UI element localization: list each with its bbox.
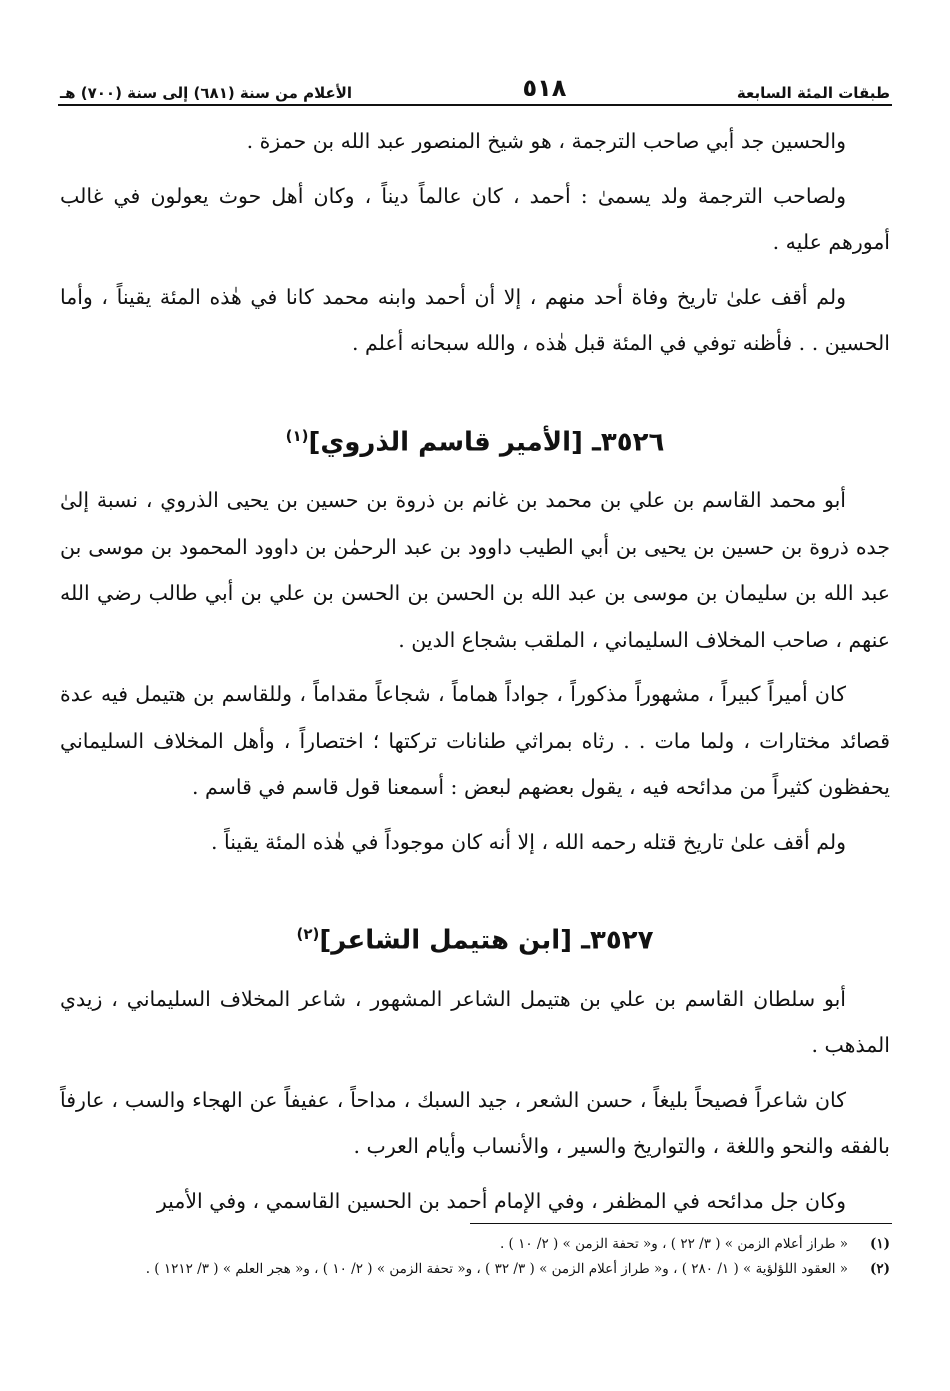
header-section-title: طبقات المئة السابعة bbox=[736, 84, 890, 102]
footnote bbox=[60, 1232, 890, 1257]
footnote-divider bbox=[470, 1223, 892, 1224]
paragraph: وكان جل مدائحه في المظفر ، وفي الإمام أحمد بن الحسين القاسمي ، وفي الأمير bbox=[156, 1188, 846, 1213]
paragraph: ولصاحب الترجمة ولد يسمىٰ : أحمد ، كان عالماً ديناً ، وكان أهل حوث يعولون في غالب أمورهم عليه . bbox=[60, 183, 890, 254]
footnote-number: (١) bbox=[869, 1236, 890, 1252]
footnotes bbox=[60, 1232, 890, 1282]
entry-title: ٣٥٢٦ـ [الأمير قاسم الذروي] bbox=[308, 427, 665, 458]
page-number: ٥١٨ bbox=[522, 74, 567, 102]
footnote-ref: (٢) bbox=[296, 925, 320, 944]
paragraph: أبو سلطان القاسم بن علي بن هتيمل الشاعر المشهور ، شاعر المخلاف السليماني ، زيدي المذهب . bbox=[60, 986, 890, 1058]
spacer bbox=[60, 873, 890, 909]
footnote-ref: (١) bbox=[285, 426, 309, 445]
entry-title: ٣٥٢٧ـ [ابن هتيمل الشاعر] bbox=[319, 925, 654, 956]
footnote-number: (٢) bbox=[869, 1261, 890, 1277]
footnote bbox=[60, 1257, 890, 1282]
paragraph: ولم أقف علىٰ تاريخ وفاة أحد منهم ، إلا أن أحمد وابنه محمد كانا في هٰذه المئة يقيناً ، وأما الحسين . . فأظنه توفي في المئة قبل هٰذه ، والله سبحانه أعلم . bbox=[60, 284, 890, 355]
running-header bbox=[60, 70, 890, 102]
paragraph: والحسين جد أبي صاحب الترجمة ، هو شيخ المنصور عبد الله بن حمزة . bbox=[246, 129, 846, 153]
footnote-text: « طراز أعلام الزمن » ( ٣/ ٢٢ ) ، و« تحفة الزمن » ( ٢/ ١٠ ) . bbox=[499, 1236, 848, 1252]
paragraph: أبو محمد القاسم بن علي بن محمد بن غانم بن ذروة بن حسين بن يحيى الذروي ، نسبة إلىٰ جده ذروة بن حسين بن يحيى بن أبي الطيب داوود بن عبد الرحمٰن بن داوود المحمود بن موسى بن عبد الله بن سليمان بن موسى بن عبد الله بن الحسن بن الحسن بن علي بن أبي طالب رضي الله عنهم ، صاحب المخلاف السليماني ، الملقب بشجاع الدين . bbox=[60, 488, 890, 652]
entry-heading bbox=[60, 411, 890, 468]
paragraph: كان أميراً كبيراً ، مشهوراً مذكوراً ، جواداً هماماً ، شجاعاً مقداماً ، وللقاسم بن هتيمل فيه عدة قصائد مختارات ، ولما مات . . رثاه بمراثي طنانات تركتها ؛ اختصاراً ، وأهل المخلاف السليماني يحفظون كثيراً من مدائحه فيه ، يقول بعضهم لبعض : أسمعنا قول قاسم في قاسم . bbox=[60, 682, 890, 800]
paragraph: ولم أقف علىٰ تاريخ قتله رحمه الله ، إلا أنه كان موجوداً في هٰذه المئة يقيناً . bbox=[210, 829, 846, 854]
spacer bbox=[60, 375, 890, 411]
header-divider bbox=[58, 104, 892, 106]
paragraph: كان شاعراً فصيحاً بليغاً ، حسن الشعر ، جيد السبك ، مداحاً ، عفيفاً عن الهجاء والسب ، عارفاً بالفقه والنحو واللغة ، والتواريخ والسير ، والأنساب وأيام العرب . bbox=[60, 1087, 890, 1159]
header-range-title: الأعلام من سنة (٦٨١) إلى سنة (٧٠٠) هـ bbox=[60, 84, 353, 102]
main-text bbox=[60, 118, 890, 1232]
entry-heading bbox=[60, 909, 890, 966]
footnote-text: « العقود اللؤلؤية » ( ١/ ٢٨٠ ) ، و« طراز أعلام الزمن » ( ٣/ ٣٢ ) ، و« تحفة الزمن » ( ٢/ ١٠ ) ، و« هجر العلم » ( ٣/ ١٢١٢ ) . bbox=[145, 1261, 848, 1277]
